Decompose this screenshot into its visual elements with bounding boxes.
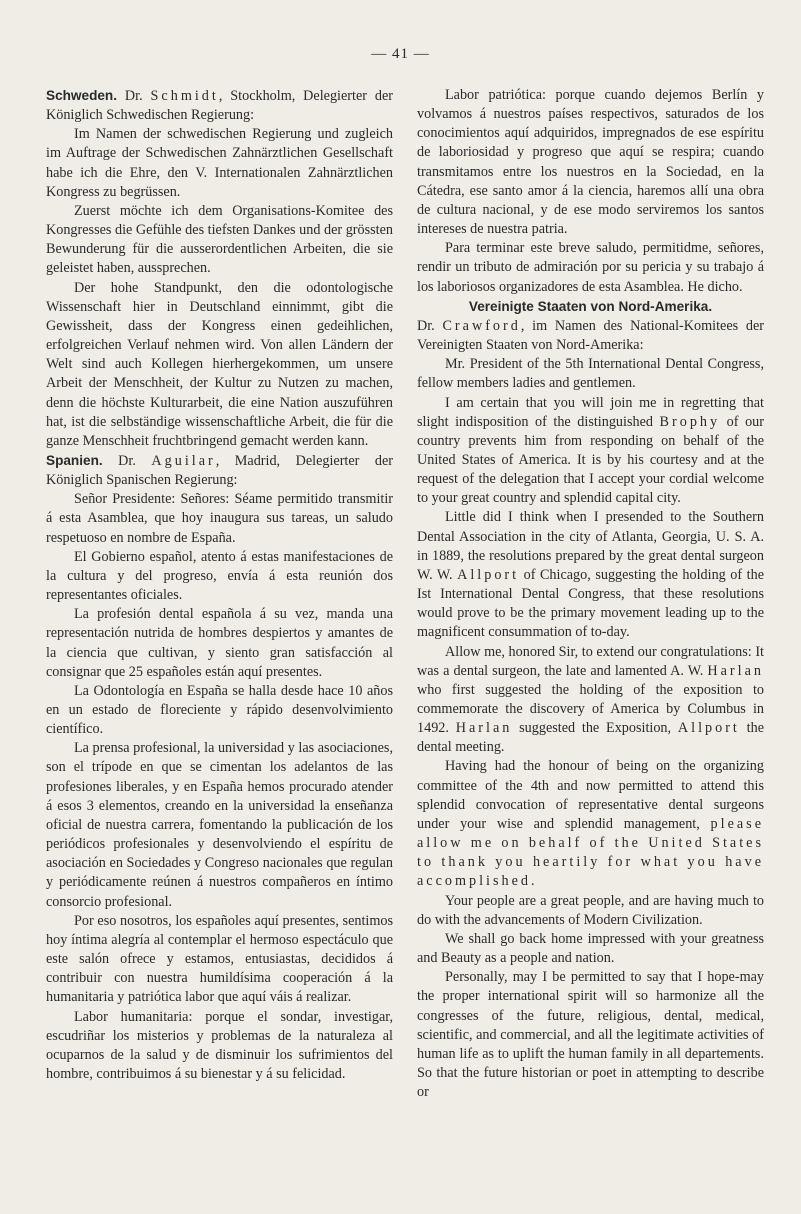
p3-after: of Chicago, suggesting the holding of the Ist International Dental Congress, that these resolutions would prove to be the primary movement leading up to the magnificent consummation of to-day. — [417, 566, 764, 641]
paragraph: Im Namen der schwedischen Regierung und zugleich im Auftrage der Schwedischen Zahnärztlichen Gesellschaft habe ich die Ehre, den V. Internationalen Zahnärztlichen Kongress zu begrüssen. — [46, 126, 393, 200]
spain-intro-before: Dr. — [102, 452, 152, 469]
usa-heading-para — [417, 297, 764, 317]
country-heading-usa: Vereinigte Staaten von Nord-Amerika. — [468, 298, 713, 314]
usa-intro-after: , im Namen des National-Komitees der Vereinigten Staaten von Nord-Amerika: — [417, 317, 764, 354]
usa-intro — [417, 317, 764, 355]
p4-before: Allow me, honored Sir, to extend our congratulations: It was a dental surgeon, the late and lamented A. W. — [417, 643, 764, 679]
paragraph: Señor Presidente: Señores: Séame permitido transmitir á esta Asamblea, que hoy inaugura sus tareas, un saludo respetuoso en nombre de España. — [46, 491, 393, 546]
paragraph: Mr. President of the 5th International Dental Congress, fellow members ladies and gentlemen. — [417, 356, 764, 392]
delegate-name-schmidt: Schmidt — [150, 88, 219, 104]
spain-intro — [46, 451, 393, 490]
name-allport-2: Allport — [677, 720, 740, 737]
p5-spaced-text: please allow me on behalf of the United States to thank you heartily for what you have accomplished. — [417, 815, 764, 890]
p3-before: Little did I think when I presended to the Southern Dental Association in the city of Atlanta, Georgia, U. S. A. in 1889, the resolutions prepared by the great dental surgeon W. W. — [417, 509, 764, 583]
right-column — [417, 86, 764, 1102]
delegate-name-aguilar: Aguilar — [151, 452, 216, 469]
paragraph: La profesión dental española á su vez, manda una representación nutrida de hombres despiertos y amantes de la ciencia que cultivan, y siento gran satisfacción al consignar que 25 españoles están aquí presentes. — [46, 606, 393, 680]
page-number: — 41 — — [371, 46, 430, 62]
paragraph: Der hohe Standpunkt, den die odontologische Wissenschaft hier in Deutschland einnimmt, gibt die Gewissheit, dass der Kongress einen gedeihlichen, erfolgreichen Verlauf nehmen wird. Von allen Ländern der Welt sind auch Kollegen hierhergekommen, um unsere Arbeit der Menschheit, der Kultur zu Nutzen zu machen, denn die höchste Kulturarbeit, die eine Nation auszuführen hat, ist die selbständige wissenschaftliche Arbeit, die für die ganze Menschheit fruchtbringend gemacht werden kann. — [46, 279, 393, 449]
name-harlan: Harlan — [707, 662, 764, 679]
paragraph: Labor humanitaria: porque el sondar, investigar, escudriñar los misterios y problemas de la naturaleza al ocuparnos de la salud y de disminuir los sufrimientos del hombre, contribuimos á su bienestar y á su felicidad. — [46, 1008, 393, 1082]
country-heading-sweden: Schweden. — [46, 88, 118, 103]
name-harlan-2: Harlan — [455, 720, 513, 737]
paragraph-brophy — [417, 394, 764, 509]
paragraph-thanks — [417, 757, 764, 891]
paragraph-harlan — [417, 643, 764, 758]
p2-after: of our country prevents him from responding on behalf of the United States of America. It is by his courtesy and at the request of the delegation that I accept your cordial welcome to your great country and splendid capital city. — [417, 413, 764, 507]
left-column — [46, 86, 393, 1084]
sweden-intro-after: , Stockholm, Delegierter der Königlich Schwedischen Regierung: — [46, 88, 393, 124]
paragraph: Your people are a great people, and are having much to do with the advancements of Modern Civilization. — [417, 892, 764, 928]
paragraph: El Gobierno español, atento á estas manifestaciones de la cultura y del progreso, envía á esta reunión dos representantes oficiales. — [46, 548, 393, 604]
usa-intro-before: Dr. — [417, 317, 443, 334]
p4-mid2: suggested the Exposition, — [512, 720, 678, 737]
p4-mid: who first suggested the holding of the exposition to commemorate the discovery of America by Columbus in 1492. — [417, 681, 764, 737]
name-allport: Allport — [457, 566, 520, 583]
sweden-intro — [46, 86, 393, 125]
paragraph: Personally, may I be permitted to say that I hope-may the proper international spirit will so harmonize all the congresses of the future, religious, dental, medical, scientific, and commercial, and all the legitimate activities of human life as to uplift the human family in all departements. So that the future historian or poet in attempting to describe or — [417, 969, 764, 1101]
p2-before: I am certain that you will join me in regretting that slight indisposition of the distinguished — [417, 394, 764, 430]
p4-after: the dental meeting. — [417, 720, 764, 756]
paragraph: Labor patriótica: porque cuando dejemos Berlín y volvamos á nuestros países respectivos, saturados de los conocimientos aquí adquiridos, impregnados de ese espíritu de laboriosidad y progreso que aquí se respira; cuando transmitamos entre los nuestros en la Sociedad, en la Cátedra, ese santo amor á la ciencia, haremos allí una obra de cultura nacional, y de ese modo serviremos los santos intereses de nuestra patria. — [417, 87, 764, 238]
name-brophy: Brophy — [659, 413, 721, 430]
paragraph: We shall go back home impressed with your greatness and Beauty as a people and nation. — [417, 930, 764, 967]
p5-before: Having had the honour of being on the organizing committee of the 4th and now permitted to attend this splendid convocation of representative dental surgeons under your wise and splendid management, — [417, 758, 764, 832]
spain-intro-after: , Madrid, Delegierter der Königlich Spanischen Regierung: — [46, 452, 394, 489]
country-heading-spain: Spanien. — [46, 452, 103, 468]
paragraph: Zuerst möchte ich dem Organisations-Komitee des Kongresses die Gefühle des tiefsten Dankes und der grössten Bewunderung für die ausserordentlichen Arbeiten, die sie geleistet haben, aussprechen. — [46, 202, 393, 277]
sweden-intro-before: Dr. — [117, 88, 151, 104]
paragraph: Por eso nosotros, los españoles aquí presentes, sentimos hoy íntima alegría al contemplar el hermoso espectáculo que este salón ofrece y estamos, entusiastas, decididos á contribuir con nuestra humildísima cooperación á la humanitaria y patriótica labor que aquí váis á realizar. — [46, 912, 393, 1006]
paragraph-allport — [417, 508, 764, 642]
paragraph: Para terminar este breve saludo, permitidme, señores, rendir un tributo de admiración por su pericia y su trabajo á los laboriosos organizadores de esta Asamblea. He dicho. — [417, 240, 764, 295]
delegate-name-crawford: Crawford — [442, 317, 521, 334]
paragraph: La Odontología en España se halla desde hace 10 años en un estado de floreciente y rápido desenvolvimiento científico. — [46, 682, 393, 738]
paragraph: La prensa profesional, la universidad y las asociaciones, son el trípode en que se cimentan los adelantos de las profesiones liberales, y en España hemos procurado atender á esos 3 elementos, creando en la universidad la enseñanza oficial de nuestra carrera, fomentando la publicación de los periódicos profesionales y desenvolviendo el espíritu de asociación en Sociedades y Congreso nacionales que regulan y periódicamente reúnen á nuestros compañeros en íntimo consorcio profesional. — [46, 740, 393, 910]
